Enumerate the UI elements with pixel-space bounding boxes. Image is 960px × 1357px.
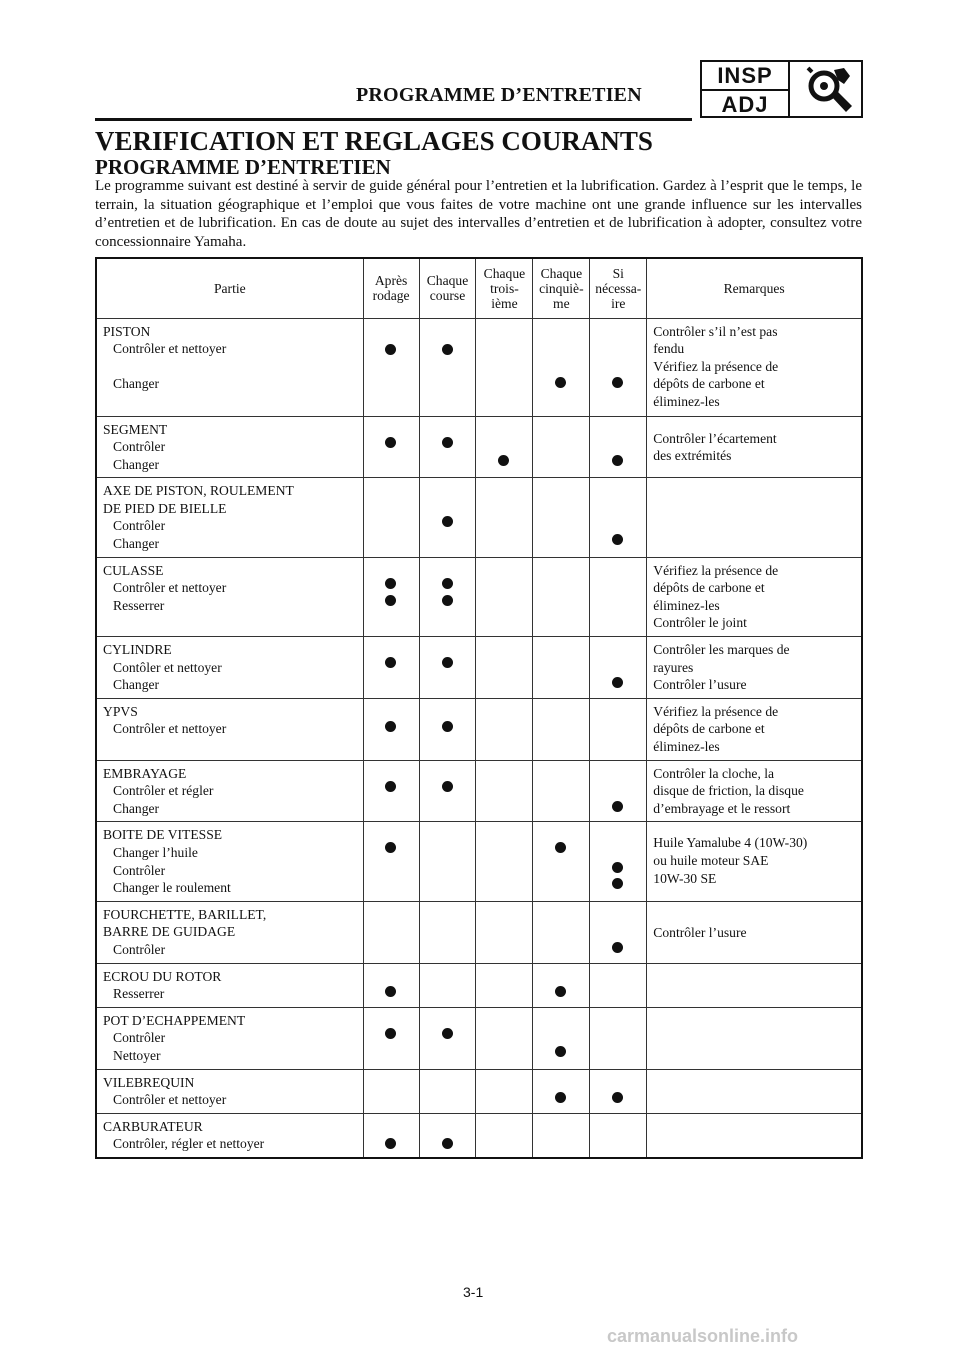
interval-cell	[533, 822, 590, 901]
interval-cell	[476, 1113, 533, 1158]
interval-cell	[590, 901, 647, 963]
section-title: PROGRAMME D’ENTRETIEN	[356, 84, 642, 106]
table-row	[96, 1113, 862, 1158]
part-cell: EMBRAYAGE Contrôler et régler Changer	[96, 760, 363, 822]
interval-cell	[533, 760, 590, 822]
interval-cell	[363, 963, 419, 1007]
bullet-mark	[612, 801, 623, 812]
interval-cell	[476, 1069, 533, 1113]
bullet-mark	[385, 781, 396, 792]
interval-cell	[476, 557, 533, 636]
interval-cell	[590, 478, 647, 557]
table-row	[96, 901, 862, 963]
remarks-cell: Contrôler s’il n’est pas fendu Vérifiez la présence de dépôts de carbone et éliminez-les	[647, 318, 862, 416]
interval-cell	[533, 1069, 590, 1113]
main-title: VERIFICATION ET REGLAGES COURANTS	[95, 126, 653, 156]
part-cell: CULASSE Contrôler et nettoyer Resserrer	[96, 557, 363, 636]
bullet-mark	[555, 986, 566, 997]
part-cell: CARBURATEUR Contrôler, régler et nettoyer	[96, 1113, 363, 1158]
page-number: 3-1	[463, 1284, 484, 1300]
interval-cell	[533, 1007, 590, 1069]
bullet-mark	[385, 1138, 396, 1149]
bullet-mark	[442, 578, 453, 589]
interval-cell	[363, 416, 419, 478]
bullet-mark	[498, 455, 509, 466]
interval-cell	[419, 478, 476, 557]
remarks-cell: Contrôler l’écartement des extrémités	[647, 416, 862, 478]
table-row	[96, 318, 862, 416]
interval-cell	[590, 1007, 647, 1069]
part-cell: AXE DE PISTON, ROULEMENT DE PIED DE BIELLE Contrôler Changer	[96, 478, 363, 557]
table-row	[96, 557, 862, 636]
interval-cell	[419, 1113, 476, 1158]
table-row	[96, 1069, 862, 1113]
interval-cell	[533, 1113, 590, 1158]
bullet-mark	[612, 534, 623, 545]
interval-cell	[363, 901, 419, 963]
interval-cell	[363, 637, 419, 699]
interval-cell	[363, 698, 419, 760]
part-cell: VILEBREQUIN Contrôler et nettoyer	[96, 1069, 363, 1113]
bullet-mark	[442, 657, 453, 668]
bullet-mark	[612, 878, 623, 889]
header-every-fifth: Chaque cinquiè- me	[533, 258, 590, 318]
interval-cell	[363, 1069, 419, 1113]
bullet-mark	[385, 721, 396, 732]
bullet-mark	[612, 455, 623, 466]
header-every-race: Chaque course	[419, 258, 476, 318]
interval-cell	[476, 760, 533, 822]
interval-cell	[533, 901, 590, 963]
part-cell: PISTON Contrôler et nettoyer Changer	[96, 318, 363, 416]
bullet-mark	[442, 516, 453, 527]
remarks-cell: Vérifiez la présence de dépôts de carbone et éliminez-les Contrôler le joint	[647, 557, 862, 636]
interval-cell	[476, 318, 533, 416]
bullet-mark	[442, 595, 453, 606]
interval-cell	[476, 637, 533, 699]
interval-cell	[363, 822, 419, 901]
bullet-mark	[555, 377, 566, 388]
remarks-cell: Contrôler la cloche, la disque de friction, la disque d’embrayage et le ressort	[647, 760, 862, 822]
intro-paragraph: Le programme suivant est destiné à servir de guide général pour l’entretien et la lubrification. Gardez à l’esprit que le temps, le terrain, la situation géographique et l’emploi que vous faites de votre machine ont une grande influence sur les intervalles d’entretien et de lubrification. En cas de doute au sujet des intervalles d’entretien et de lubrification à adopter, consultez votre concessionnaire Yamaha.	[95, 178, 862, 250]
site-watermark: carmanualsonline.info	[607, 1326, 799, 1346]
interval-cell	[363, 318, 419, 416]
bullet-mark	[442, 1138, 453, 1149]
remarks-cell: Contrôler l’usure	[647, 901, 862, 963]
bullet-mark	[612, 942, 623, 953]
interval-cell	[419, 1069, 476, 1113]
interval-cell	[419, 901, 476, 963]
interval-cell	[363, 478, 419, 557]
remarks-cell	[647, 478, 862, 557]
interval-cell	[419, 760, 476, 822]
interval-cell	[533, 637, 590, 699]
bullet-mark	[612, 862, 623, 873]
interval-cell	[363, 1113, 419, 1158]
interval-cell	[533, 416, 590, 478]
table-row	[96, 1007, 862, 1069]
remarks-cell: Contrôler les marques de rayures Contrôler l’usure	[647, 637, 862, 699]
table-row	[96, 963, 862, 1007]
interval-cell	[419, 318, 476, 416]
interval-cell	[590, 1113, 647, 1158]
table-header-row	[96, 258, 862, 318]
interval-cell	[419, 557, 476, 636]
interval-cell	[419, 1007, 476, 1069]
badge-adj-label: ADJ	[721, 92, 769, 117]
interval-cell	[419, 822, 476, 901]
interval-cell	[533, 698, 590, 760]
interval-cell	[590, 1069, 647, 1113]
remarks-cell: Vérifiez la présence de dépôts de carbone et éliminez-les	[647, 698, 862, 760]
part-cell: YPVS Contrôler et nettoyer	[96, 698, 363, 760]
part-cell: CYLINDRE Contôler et nettoyer Changer	[96, 637, 363, 699]
bullet-mark	[385, 842, 396, 853]
interval-cell	[533, 478, 590, 557]
part-cell: ECROU DU ROTOR Resserrer	[96, 963, 363, 1007]
bullet-mark	[555, 1092, 566, 1103]
remarks-cell	[647, 963, 862, 1007]
interval-cell	[533, 963, 590, 1007]
interval-cell	[419, 416, 476, 478]
header-as-required: Si nécessa- ire	[590, 258, 647, 318]
interval-cell	[419, 963, 476, 1007]
bullet-mark	[612, 677, 623, 688]
header-rule	[95, 118, 692, 121]
interval-cell	[476, 901, 533, 963]
table-row	[96, 478, 862, 557]
interval-cell	[590, 760, 647, 822]
interval-cell	[476, 698, 533, 760]
bullet-mark	[612, 1092, 623, 1103]
remarks-cell	[647, 1007, 862, 1069]
bullet-mark	[612, 377, 623, 388]
bullet-mark	[442, 344, 453, 355]
table-row	[96, 698, 862, 760]
bullet-mark	[555, 1046, 566, 1057]
bullet-mark	[442, 781, 453, 792]
part-cell: FOURCHETTE, BARILLET, BARRE DE GUIDAGE Contrôler	[96, 901, 363, 963]
interval-cell	[590, 557, 647, 636]
interval-cell	[590, 822, 647, 901]
bullet-mark	[442, 1028, 453, 1039]
bullet-mark	[385, 578, 396, 589]
wrench-magnifier-icon	[798, 64, 860, 116]
interval-cell	[363, 760, 419, 822]
interval-cell	[476, 1007, 533, 1069]
bullet-mark	[442, 437, 453, 448]
bullet-mark	[555, 842, 566, 853]
interval-cell	[363, 557, 419, 636]
interval-cell	[476, 416, 533, 478]
interval-cell	[476, 963, 533, 1007]
remarks-cell	[647, 1069, 862, 1113]
badge-insp-label: INSP	[702, 62, 788, 91]
sub-title: PROGRAMME D’ENTRETIEN	[95, 155, 391, 179]
part-cell: SEGMENT Contrôler Changer	[96, 416, 363, 478]
part-cell: BOITE DE VITESSE Changer l’huile Contrôler Changer le roulement	[96, 822, 363, 901]
bullet-mark	[385, 595, 396, 606]
remarks-cell	[647, 1113, 862, 1158]
interval-cell	[533, 318, 590, 416]
header-remarks: Remarques	[647, 258, 862, 318]
remarks-cell: Huile Yamalube 4 (10W-30) ou huile moteur SAE 10W-30 SE	[647, 822, 862, 901]
interval-cell	[419, 698, 476, 760]
interval-cell	[590, 637, 647, 699]
bullet-mark	[442, 721, 453, 732]
bullet-mark	[385, 344, 396, 355]
badge-text-block	[702, 62, 790, 116]
maintenance-table	[95, 257, 863, 1159]
interval-cell	[476, 478, 533, 557]
interval-cell	[590, 318, 647, 416]
bullet-mark	[385, 986, 396, 997]
bullet-mark	[385, 1028, 396, 1039]
table-row	[96, 760, 862, 822]
interval-cell	[363, 1007, 419, 1069]
table-row	[96, 637, 862, 699]
bullet-mark	[385, 437, 396, 448]
interval-cell	[590, 963, 647, 1007]
table-row	[96, 822, 862, 901]
bullet-mark	[385, 657, 396, 668]
interval-cell	[590, 416, 647, 478]
interval-cell	[476, 822, 533, 901]
header-every-third: Chaque trois- ième	[476, 258, 533, 318]
header-part: Partie	[96, 258, 363, 318]
table-row	[96, 416, 862, 478]
interval-cell	[533, 557, 590, 636]
interval-cell	[590, 698, 647, 760]
header-after-break-in: Après rodage	[363, 258, 419, 318]
interval-cell	[419, 637, 476, 699]
insp-adj-badge	[700, 60, 863, 118]
part-cell: POT D’ECHAPPEMENT Contrôler Nettoyer	[96, 1007, 363, 1069]
